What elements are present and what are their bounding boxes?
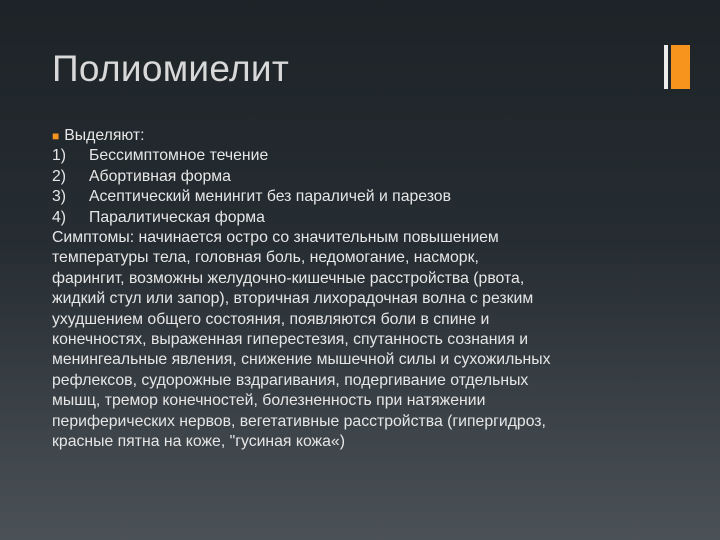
symptoms-line: температуры тела, головная боль, недомогание, насморк, <box>52 249 479 267</box>
accent-bar-thick <box>671 45 690 89</box>
title-accent-bars <box>664 45 690 89</box>
intro-text: Выделяют: <box>64 127 145 144</box>
accent-bar-thin <box>664 45 668 89</box>
list-item-number: 3) <box>52 188 67 206</box>
list-item-number: 4) <box>52 208 67 226</box>
square-bullet-icon: ■ <box>52 129 60 143</box>
list-item-text: Асептический менингит без параличей и парезов <box>89 188 451 206</box>
list-item-number: 2) <box>52 167 67 185</box>
symptoms-line: ухудшением общего состояния, появляются боли в спине и <box>52 310 490 328</box>
symptoms-line: рефлексов, судорожные вздрагивания, подергивание отдельных <box>52 371 529 389</box>
symptoms-paragraph <box>52 228 672 452</box>
list-item <box>52 187 672 207</box>
slide-title: Полиомиелит <box>52 48 290 89</box>
slide-body <box>52 126 672 453</box>
symptoms-line: красные пятна на коже, "гусиная кожа«) <box>52 433 345 451</box>
symptoms-line: фарингит, возможны желудочно-кишечные расстройства (рвота, <box>52 269 525 287</box>
list-item-text: Абортивная форма <box>89 167 231 185</box>
list-item <box>52 146 672 166</box>
symptoms-line: Симптомы: начинается остро со значительным повышением <box>52 229 499 247</box>
symptoms-line: периферических нервов, вегетативные расстройства (гипергидроз, <box>52 412 546 430</box>
symptoms-line: мышц, тремор конечностей, болезненность при натяжении <box>52 392 486 410</box>
symptoms-line: жидкий стул или запор), вторичная лихорадочная волна с резким <box>52 290 534 308</box>
list-item-text: Паралитическая форма <box>89 208 265 226</box>
intro-row <box>52 126 672 146</box>
symptoms-line: конечностях, выраженная гиперестезия, спутанность сознания и <box>52 331 529 349</box>
symptoms-line: менингеальные явления, снижение мышечной силы и сухожильных <box>52 351 551 369</box>
list-item <box>52 208 672 228</box>
list-item-number: 1) <box>52 147 67 165</box>
list-item <box>52 167 672 187</box>
list-item-text: Бессимптомное течение <box>89 147 269 165</box>
